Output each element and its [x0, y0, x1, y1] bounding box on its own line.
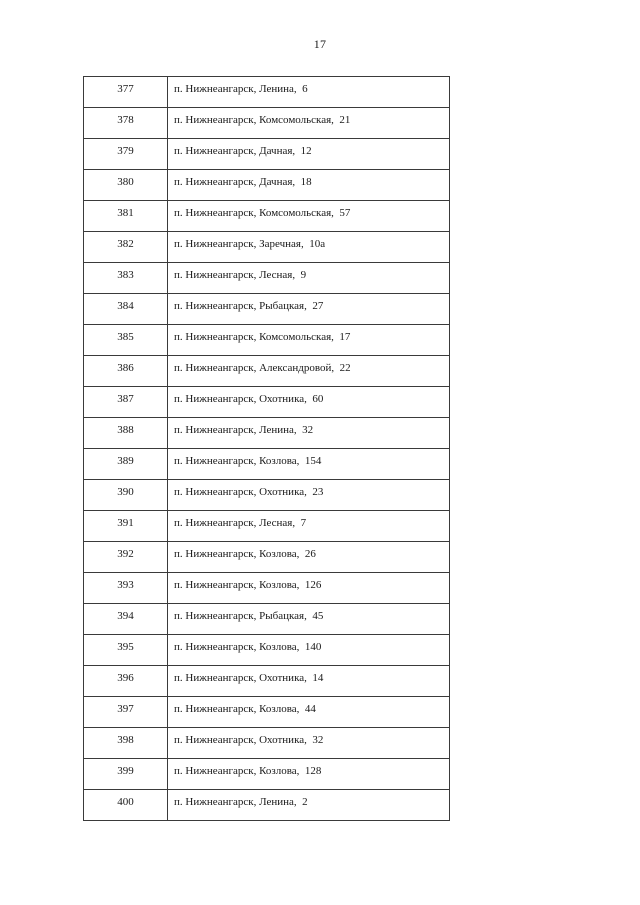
- row-number: 390: [117, 486, 134, 498]
- table-row: [84, 480, 450, 511]
- table-row: [84, 542, 450, 573]
- row-number: 389: [117, 455, 134, 467]
- row-number-cell: [84, 449, 168, 480]
- table-row: [84, 635, 450, 666]
- table-row: [84, 449, 450, 480]
- address-cell: [168, 790, 450, 821]
- address-cell: [168, 356, 450, 387]
- row-number-cell: [84, 604, 168, 635]
- row-number-cell: [84, 139, 168, 170]
- address-text: п. Нижнеангарск, Охотника, 23: [174, 486, 324, 498]
- row-number: 392: [117, 548, 134, 560]
- row-number: 384: [117, 300, 134, 312]
- address-cell: [168, 325, 450, 356]
- table-row: [84, 387, 450, 418]
- row-number: 399: [117, 765, 134, 777]
- address-table-body: [84, 77, 450, 821]
- table-row: [84, 790, 450, 821]
- address-cell: [168, 759, 450, 790]
- address-text: п. Нижнеангарск, Козлова, 44: [174, 703, 316, 715]
- row-number-cell: [84, 480, 168, 511]
- address-text: п. Нижнеангарск, Ленина, 6: [174, 83, 308, 95]
- address-cell: [168, 542, 450, 573]
- address-cell: [168, 232, 450, 263]
- address-text: п. Нижнеангарск, Дачная, 12: [174, 145, 312, 157]
- address-table: [83, 76, 450, 821]
- table-row: [84, 201, 450, 232]
- row-number: 400: [117, 796, 134, 808]
- address-text: п. Нижнеангарск, Козлова, 26: [174, 548, 316, 560]
- table-row: [84, 170, 450, 201]
- table-row: [84, 356, 450, 387]
- row-number: 379: [117, 145, 134, 157]
- address-text: п. Нижнеангарск, Комсомольская, 21: [174, 114, 351, 126]
- row-number: 393: [117, 579, 134, 591]
- address-cell: [168, 511, 450, 542]
- row-number: 382: [117, 238, 134, 250]
- address-text: п. Нижнеангарск, Комсомольская, 57: [174, 207, 351, 219]
- table-row: [84, 511, 450, 542]
- row-number-cell: [84, 759, 168, 790]
- address-cell: [168, 294, 450, 325]
- address-text: п. Нижнеангарск, Козлова, 128: [174, 765, 322, 777]
- address-text: п. Нижнеангарск, Дачная, 18: [174, 176, 312, 188]
- table-row: [84, 77, 450, 108]
- address-cell: [168, 449, 450, 480]
- address-text: п. Нижнеангарск, Рыбацкая, 27: [174, 300, 324, 312]
- address-cell: [168, 573, 450, 604]
- table-row: [84, 325, 450, 356]
- address-text: п. Нижнеангарск, Охотника, 14: [174, 672, 324, 684]
- table-row: [84, 108, 450, 139]
- address-cell: [168, 387, 450, 418]
- row-number-cell: [84, 573, 168, 604]
- row-number-cell: [84, 418, 168, 449]
- row-number-cell: [84, 108, 168, 139]
- address-text: п. Нижнеангарск, Козлова, 126: [174, 579, 322, 591]
- table-row: [84, 728, 450, 759]
- row-number-cell: [84, 356, 168, 387]
- row-number-cell: [84, 387, 168, 418]
- row-number-cell: [84, 697, 168, 728]
- address-cell: [168, 170, 450, 201]
- address-cell: [168, 263, 450, 294]
- row-number-cell: [84, 542, 168, 573]
- row-number-cell: [84, 666, 168, 697]
- table-row: [84, 139, 450, 170]
- address-cell: [168, 635, 450, 666]
- address-text: п. Нижнеангарск, Козлова, 154: [174, 455, 322, 467]
- table-row: [84, 759, 450, 790]
- address-text: п. Нижнеангарск, Заречная, 10а: [174, 238, 326, 250]
- row-number-cell: [84, 77, 168, 108]
- row-number: 395: [117, 641, 134, 653]
- address-cell: [168, 666, 450, 697]
- row-number: 398: [117, 734, 134, 746]
- address-cell: [168, 728, 450, 759]
- address-text: п. Нижнеангарск, Лесная, 9: [174, 269, 307, 281]
- row-number-cell: [84, 728, 168, 759]
- row-number-cell: [84, 325, 168, 356]
- address-cell: [168, 201, 450, 232]
- row-number: 396: [117, 672, 134, 684]
- row-number-cell: [84, 511, 168, 542]
- row-number-cell: [84, 170, 168, 201]
- table-row: [84, 604, 450, 635]
- table-row: [84, 697, 450, 728]
- table-row: [84, 573, 450, 604]
- address-text: п. Нижнеангарск, Лесная, 7: [174, 517, 307, 529]
- table-row: [84, 294, 450, 325]
- row-number: 381: [117, 207, 134, 219]
- table-row: [84, 418, 450, 449]
- row-number: 391: [117, 517, 134, 529]
- address-text: п. Нижнеангарск, Охотника, 32: [174, 734, 324, 746]
- row-number: 377: [117, 83, 134, 95]
- address-cell: [168, 77, 450, 108]
- address-text: п. Нижнеангарск, Козлова, 140: [174, 641, 322, 653]
- address-cell: [168, 139, 450, 170]
- address-cell: [168, 108, 450, 139]
- row-number: 397: [117, 703, 134, 715]
- row-number-cell: [84, 790, 168, 821]
- row-number-cell: [84, 232, 168, 263]
- address-cell: [168, 480, 450, 511]
- address-cell: [168, 604, 450, 635]
- address-text: п. Нижнеангарск, Охотника, 60: [174, 393, 324, 405]
- row-number: 386: [117, 362, 134, 374]
- row-number-cell: [84, 201, 168, 232]
- table-row: [84, 263, 450, 294]
- page-number: 17: [313, 37, 327, 51]
- row-number: 394: [117, 610, 134, 622]
- address-text: п. Нижнеангарск, Ленина, 32: [174, 424, 314, 436]
- address-text: п. Нижнеангарск, Рыбацкая, 45: [174, 610, 324, 622]
- row-number: 383: [117, 269, 134, 281]
- table-row: [84, 666, 450, 697]
- row-number: 380: [117, 176, 134, 188]
- row-number: 378: [117, 114, 134, 126]
- address-text: п. Нижнеангарск, Ленина, 2: [174, 796, 308, 808]
- row-number: 388: [117, 424, 134, 436]
- address-text: п. Нижнеангарск, Александровой, 22: [174, 362, 351, 374]
- row-number: 387: [117, 393, 134, 405]
- row-number-cell: [84, 635, 168, 666]
- table-row: [84, 232, 450, 263]
- address-text: п. Нижнеангарск, Комсомольская, 17: [174, 331, 351, 343]
- row-number: 385: [117, 331, 134, 343]
- address-cell: [168, 418, 450, 449]
- address-cell: [168, 697, 450, 728]
- row-number-cell: [84, 294, 168, 325]
- row-number-cell: [84, 263, 168, 294]
